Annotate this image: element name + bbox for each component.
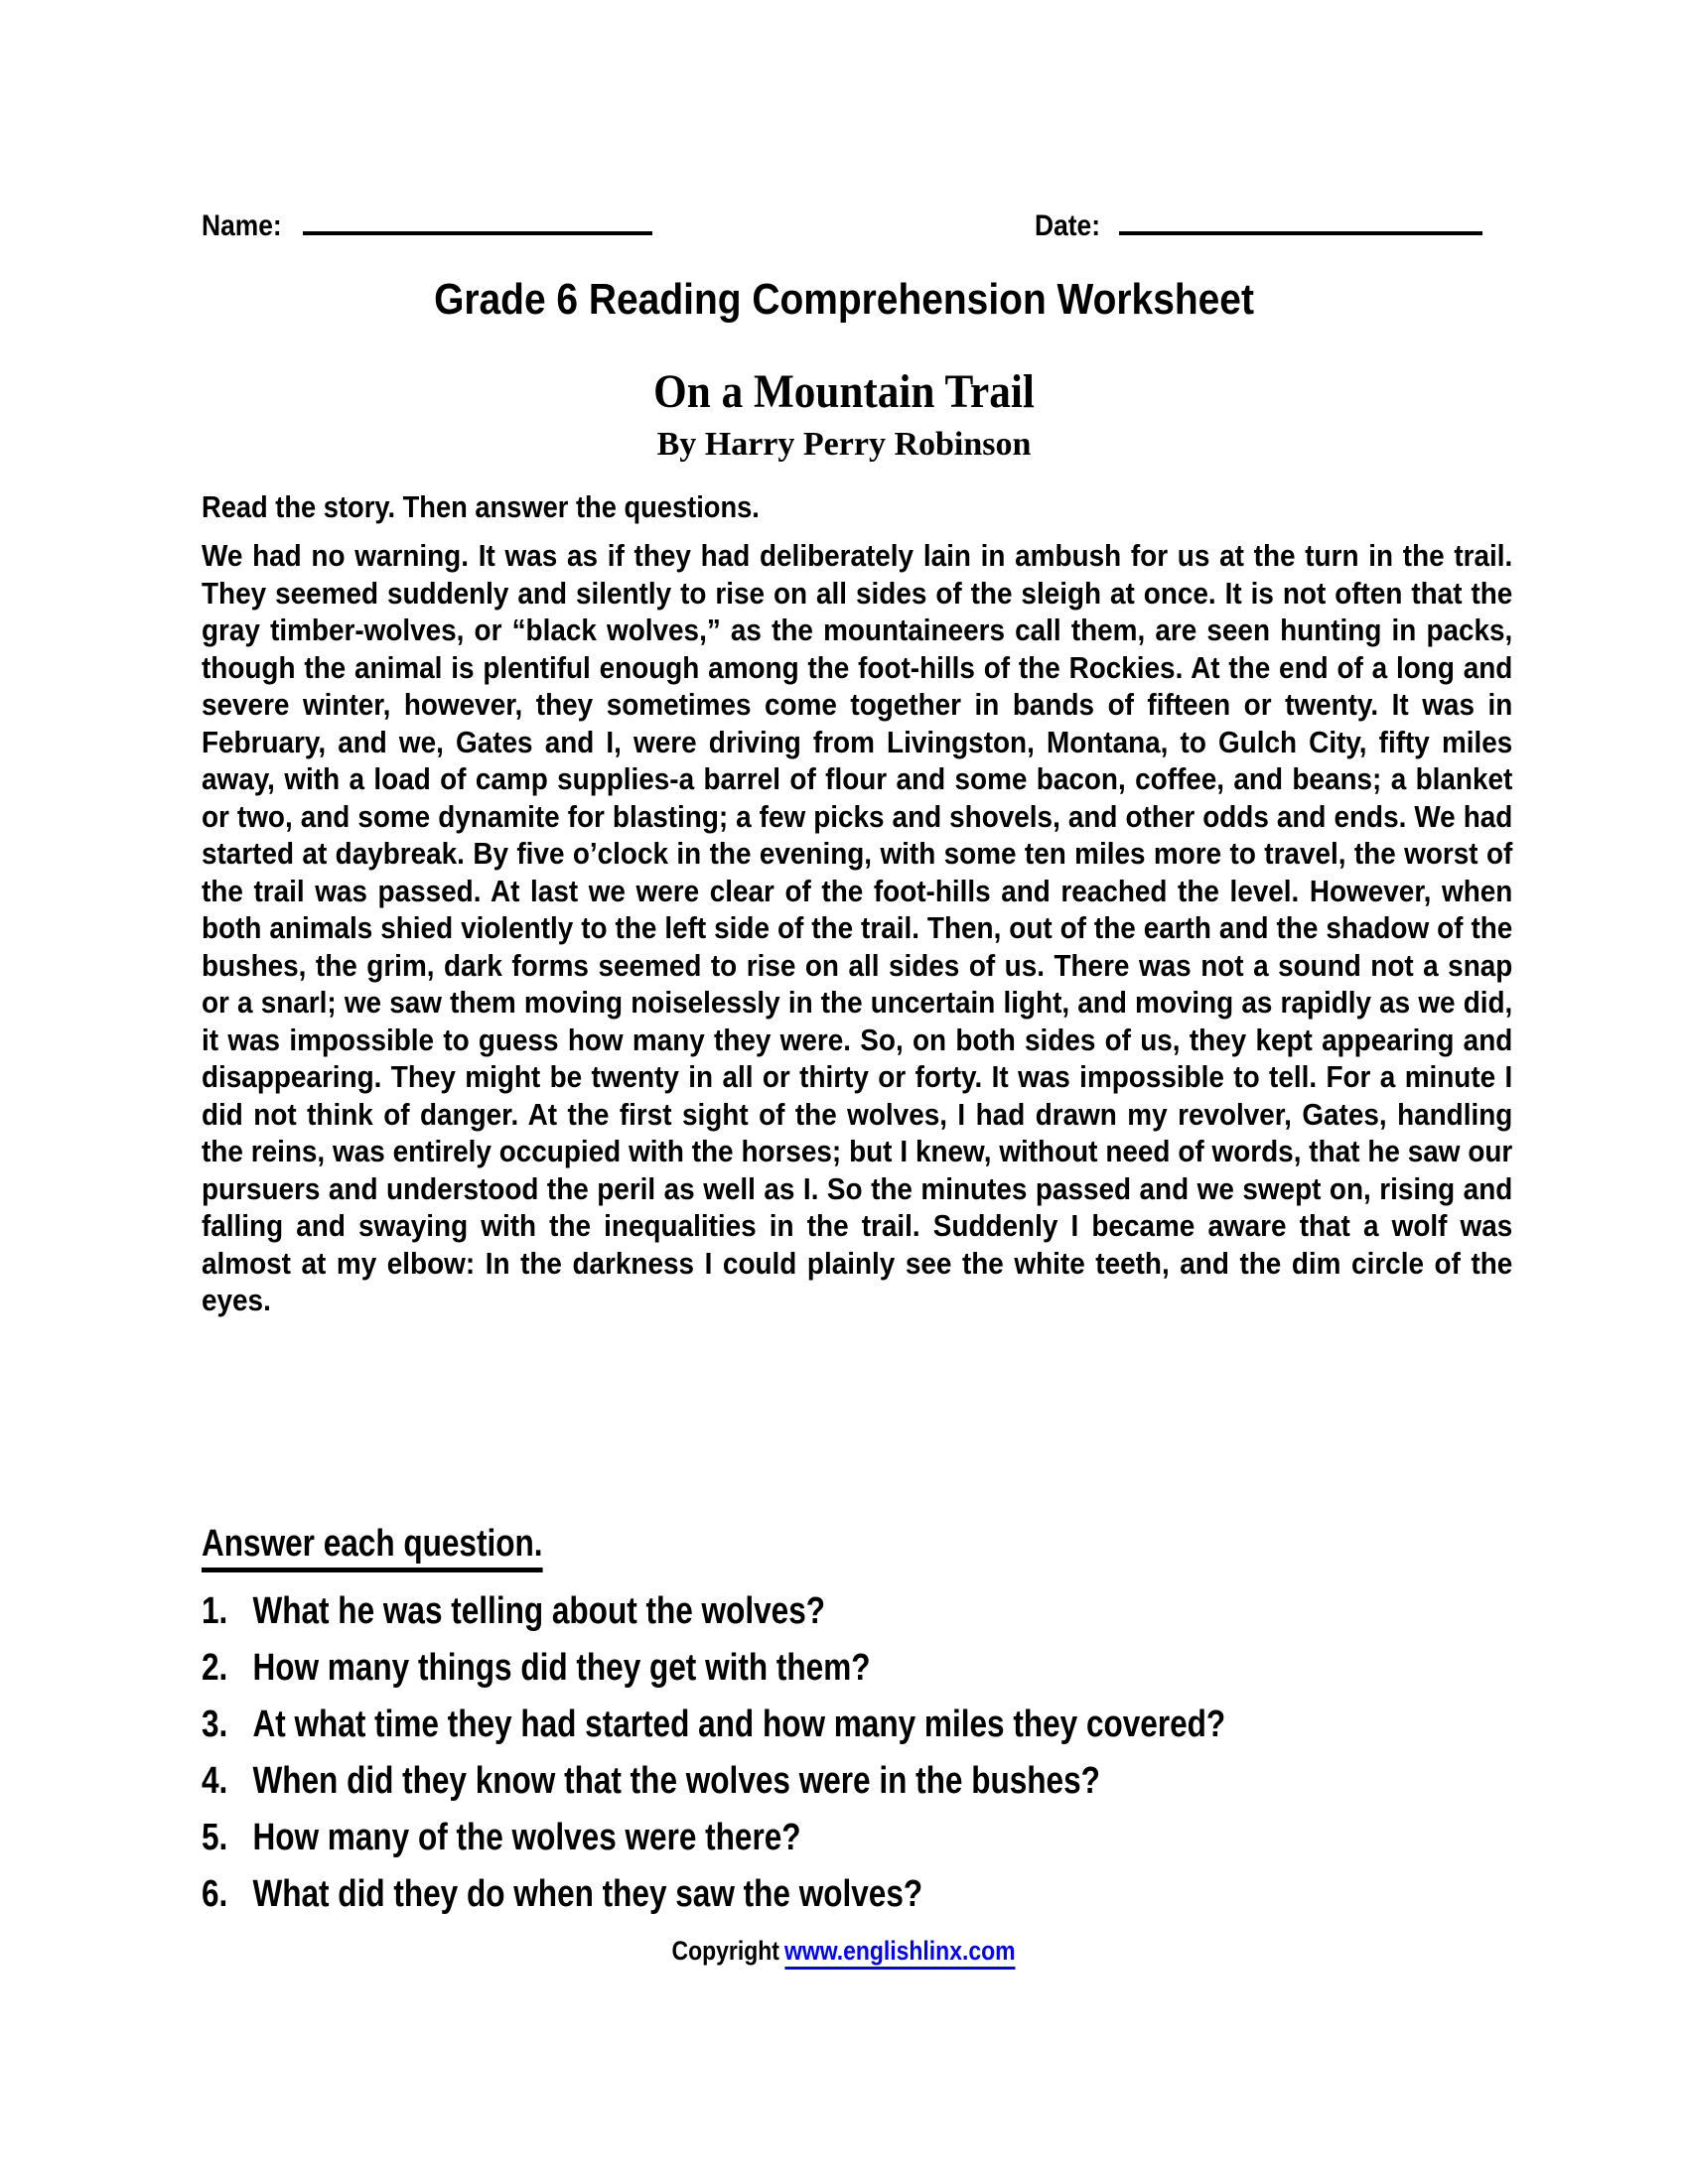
- question-number: 6.: [202, 1873, 228, 1915]
- answer-heading-wrap: [202, 1525, 613, 1572]
- date-blank-line[interactable]: [1119, 202, 1482, 235]
- question-item-1: [202, 1592, 1225, 1630]
- footer: [0, 1935, 1688, 1967]
- question-list: [202, 1592, 1435, 1932]
- question-text: When did they know that the wolves were in the bushes?: [252, 1760, 1100, 1802]
- date-field: [1035, 202, 1482, 245]
- question-item-2: [202, 1649, 1225, 1687]
- answer-heading: Answer each question.: [202, 1525, 543, 1572]
- copyright-link[interactable]: www.englishlinx.com: [784, 1936, 1016, 1970]
- question-text: At what time they had started and how many miles they covered?: [252, 1704, 1226, 1745]
- question-text: What did they do when they saw the wolves?: [252, 1873, 923, 1915]
- name-blank-line[interactable]: [303, 202, 652, 235]
- question-item-5: [202, 1819, 1225, 1856]
- question-text: How many things did they get with them?: [252, 1647, 871, 1689]
- question-number: 3.: [202, 1704, 228, 1745]
- name-date-row: [202, 202, 1482, 245]
- question-item-4: [202, 1762, 1225, 1800]
- story-byline: By Harry Perry Robinson: [656, 426, 1032, 463]
- story-title: On a Mountain Trail: [653, 365, 1035, 418]
- question-text: How many of the wolves were there?: [252, 1817, 801, 1858]
- name-field: [202, 202, 652, 245]
- copyright-text: Copyright: [671, 1936, 780, 1966]
- name-label: Name:: [202, 209, 282, 242]
- instruction-text: Read the story. Then answer the questions.: [202, 489, 760, 524]
- date-label: Date:: [1034, 209, 1100, 242]
- question-number: 4.: [202, 1760, 228, 1802]
- footer-inner: [672, 1935, 1016, 1967]
- question-text: What he was telling about the wolves?: [252, 1590, 826, 1632]
- question-number: 5.: [202, 1817, 228, 1858]
- worksheet-title: Grade 6 Reading Comprehension Worksheet: [434, 275, 1254, 324]
- question-item-3: [202, 1706, 1225, 1743]
- story-text: We had no warning. It was as if they had deliberately lain in ambush for us at the turn in the trail. They seemed suddenly and silently to rise on all sides of the sleigh at once. It is not often that the gray timber-wolves, or “black wolves,” as the mountaineers call them, are seen hunting in packs, though the animal is plentiful enough among the foot-hills of the Rockies. At the end of a long and severe winter, however, they sometimes come together in bands of fifteen or twenty. It was in February, and we, Gates and I, were driving from Livingston, Montana, to Gulch City, fifty miles away, with a load of camp supplies-a barrel of flour and some bacon, coffee, and beans; a blanket or two, and some dynamite for blasting; a few picks and shovels, and other odds and ends. We had started at daybreak. By five o’clock in the evening, with some ten miles more to travel, the worst of the trail was passed. At last we were clear of the foot-hills and reached the level. However, when both animals shied violently to the left side of the trail. Then, out of the earth and the shadow of the bushes, the grim, dark forms seemed to rise on all sides of us. There was not a sound not a snap or a snarl; we saw them moving noiselessly in the uncertain light, and moving as rapidly as we did, it was impossible to guess how many they were. So, on both sides of us, they kept appearing and disappearing. They might be twenty in all or thirty or forty. It was impossible to tell. For a minute I did not think of danger. At the first sight of the wolves, I had drawn my revolver, Gates, handling the reins, was entirely occupied with the horses; but I knew, without need of words, that he saw our pursuers and understood the peril as well as I. So the minutes passed and we swept on, rising and falling and swaying with the inequalities in the trail. Suddenly I became aware that a wolf was almost at my elbow: In the darkness I could plainly see the white teeth, and the dim circle of the eyes.: [202, 538, 1513, 1317]
- question-number: 2.: [202, 1647, 228, 1689]
- question-number: 1.: [202, 1590, 228, 1632]
- question-item-6: [202, 1875, 1225, 1913]
